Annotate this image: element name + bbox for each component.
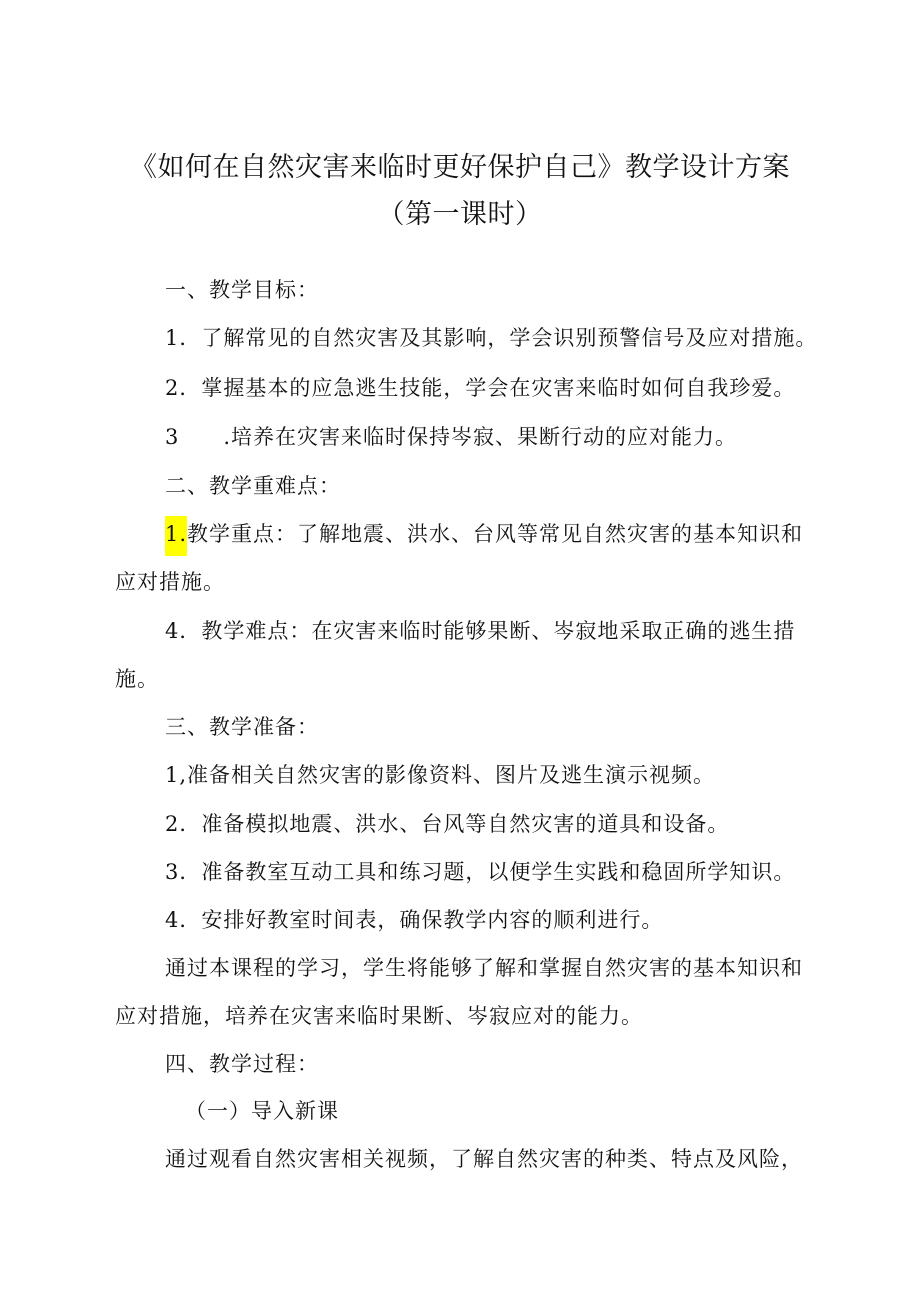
preparation-item-3: 3．准备教室互动工具和练习题，以便学生实践和稳固所学知识。 <box>165 860 796 884</box>
preparation-item-1: 1,准备相关自然灾害的影像资料、图片及逃生演示视频。 <box>165 763 716 787</box>
goal-item-3-number: 3 <box>165 425 180 449</box>
document-title: 《如何在自然灾害来临时更好保护自己》教学设计方案 <box>130 152 790 183</box>
section-heading-goals: 一、教学目标： <box>165 278 319 302</box>
process-subheading-1: （一）导入新课 <box>185 1099 339 1123</box>
process-paragraph-1: 通过观看自然灾害相关视频，了解自然灾害的种类、特点及风险， <box>165 1147 803 1171</box>
key-point-item-1-continuation: 应对措施。 <box>115 570 225 594</box>
goal-item-1: 1．了解常见的自然灾害及其影响，学会识别预警信号及应对措施。 <box>165 326 818 350</box>
document-subtitle: （第一课时） <box>377 199 543 230</box>
key-point-item-2-continuation: 施。 <box>115 667 159 691</box>
preparation-summary: 通过本课程的学习，学生将能够了解和掌握自然灾害的基本知识和 <box>165 956 803 980</box>
key-point-item-1-text: 教学重点：了解地震、洪水、台风等常见自然灾害的基本知识和 <box>187 522 804 546</box>
highlighted-number: 1. <box>165 516 187 556</box>
preparation-summary-continuation: 应对措施，培养在灾害来临时果断、岑寂应对的能力。 <box>115 1004 643 1028</box>
section-heading-key-points: 二、教学重难点： <box>165 474 341 498</box>
key-point-item-2: 4．教学难点：在灾害来临时能够果断、岑寂地采取正确的逃生措 <box>165 619 796 643</box>
section-heading-preparation: 三、教学准备： <box>165 715 319 739</box>
key-point-item-1 <box>165 520 803 548</box>
goal-item-3 <box>165 423 737 451</box>
section-heading-process: 四、教学过程： <box>165 1052 319 1076</box>
preparation-item-4: 4．安排好教室时间表，确保教学内容的顺利进行。 <box>165 908 664 932</box>
preparation-item-2: 2．准备模拟地震、洪水、台风等自然灾害的道具和设备。 <box>165 812 730 836</box>
goal-item-2: 2．掌握基本的应急逃生技能，学会在灾害来临时如何自我珍爱。 <box>165 376 796 400</box>
goal-item-3-text: .培养在灾害来临时保持岑寂、果断行动的应对能力。 <box>223 425 738 449</box>
